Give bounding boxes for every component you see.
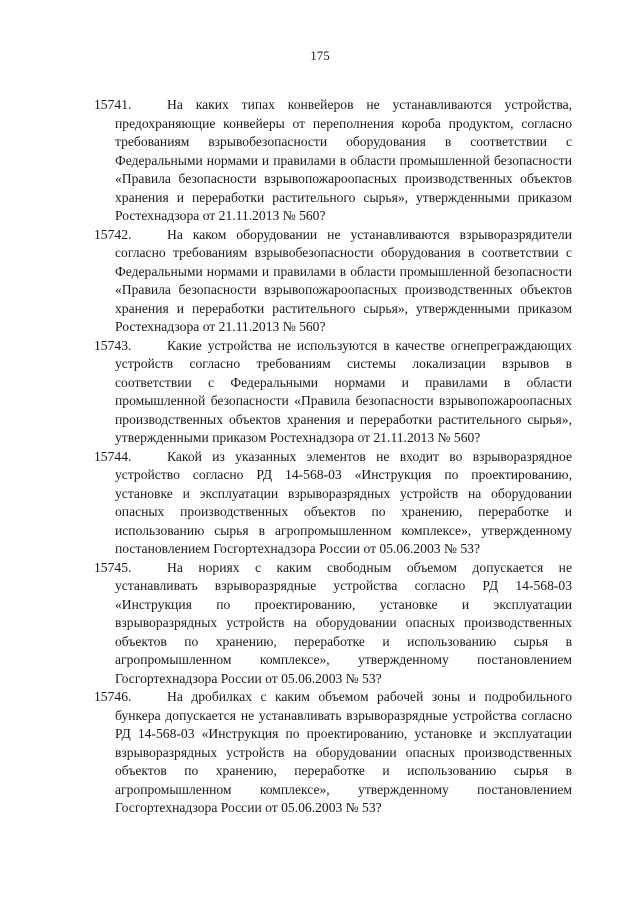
question-text: На каком оборудовании не устанавливаются взрыворазрядители согласно требованиям взрывобезопасности оборудования в соответствии с Федеральными нормами и правилами в области промышленной безопасности «Правила безопасности взрывопожароопасных производственных объектов хранения и переработки растительного сырья», утвержденными приказом Ростехнадзора от 21.11.2013 № 560? [115, 226, 572, 334]
question-item [94, 559, 572, 689]
question-text: Какой из указанных элементов не входит во взрыворазрядное устройство согласно РД 14-568-03 «Инструкция по проектированию, установке и эксплуатации взрыворазрядных устройств на оборудовании опасных производственных объектов по хранению, переработке и использованию сырья в агропромышленном комплексе», утвержденному постановлением Госгортехнадзора России от 05.06.2003 № 53? [115, 448, 572, 556]
question-item [94, 96, 572, 226]
question-number: 15745. [94, 559, 132, 575]
question-number: 15744. [94, 448, 132, 464]
question-number: 15746. [94, 689, 132, 704]
question-item [94, 226, 572, 337]
question-item [94, 448, 572, 559]
question-text: На дробилках с каким объемом рабочей зоны и подробильного бункера допускается не устанавливать взрыворазрядные устройства согласно РД 14-568-03 «Инструкция по проектированию, установке и эксплуатации взрыворазрядных устройств на оборудовании опасных производственных объектов по хранению, переработке и использованию сырья в агропромышленном комплексе», утвержденному постановлением Госгортехнадзора России от 05.06.2003 № 53? [115, 689, 572, 815]
question-item [94, 337, 572, 448]
question-number: 15743. [94, 337, 132, 353]
question-list [94, 96, 572, 818]
question-number: 15742. [94, 226, 132, 242]
question-number: 15741. [94, 97, 132, 112]
page-number: 175 [310, 48, 330, 63]
question-item [94, 688, 572, 818]
question-text: На нориях с каким свободным объемом допускается не устанавливать взрыворазрядные устройства согласно РД 14-568-03 «Инструкция по проектированию, установке и эксплуатации взрыворазрядных устройств на оборудовании опасных производственных объектов по хранению, переработке и использованию сырья в агропромышленном комплексе», утвержденному постановлением Госгортехнадзора России от 05.06.2003 № 53? [115, 559, 572, 686]
question-text: Какие устройства не используются в качестве огнепреграждающих устройств согласно требованиям системы локализации взрывов в соответствии с Федеральными нормами и правилами в области промышленной безопасности «Правила безопасности взрывопожароопасных производственных объектов хранения и переработки растительного сырья», утвержденными приказом Ростехнадзора от 21.11.2013 № 560? [115, 337, 572, 445]
question-text: На каких типах конвейеров не устанавливаются устройства, предохраняющие конвейеры от переполнения короба продуктом, согласно требованиям взрывобезопасности оборудования в соответствии с Федеральными нормами и правилами в области промышленной безопасности «Правила безопасности взрывопожароопасных производственных объектов хранения и переработки растительного сырья», утвержденными приказом Ростехнадзора от 21.11.2013 № 560? [115, 97, 572, 223]
